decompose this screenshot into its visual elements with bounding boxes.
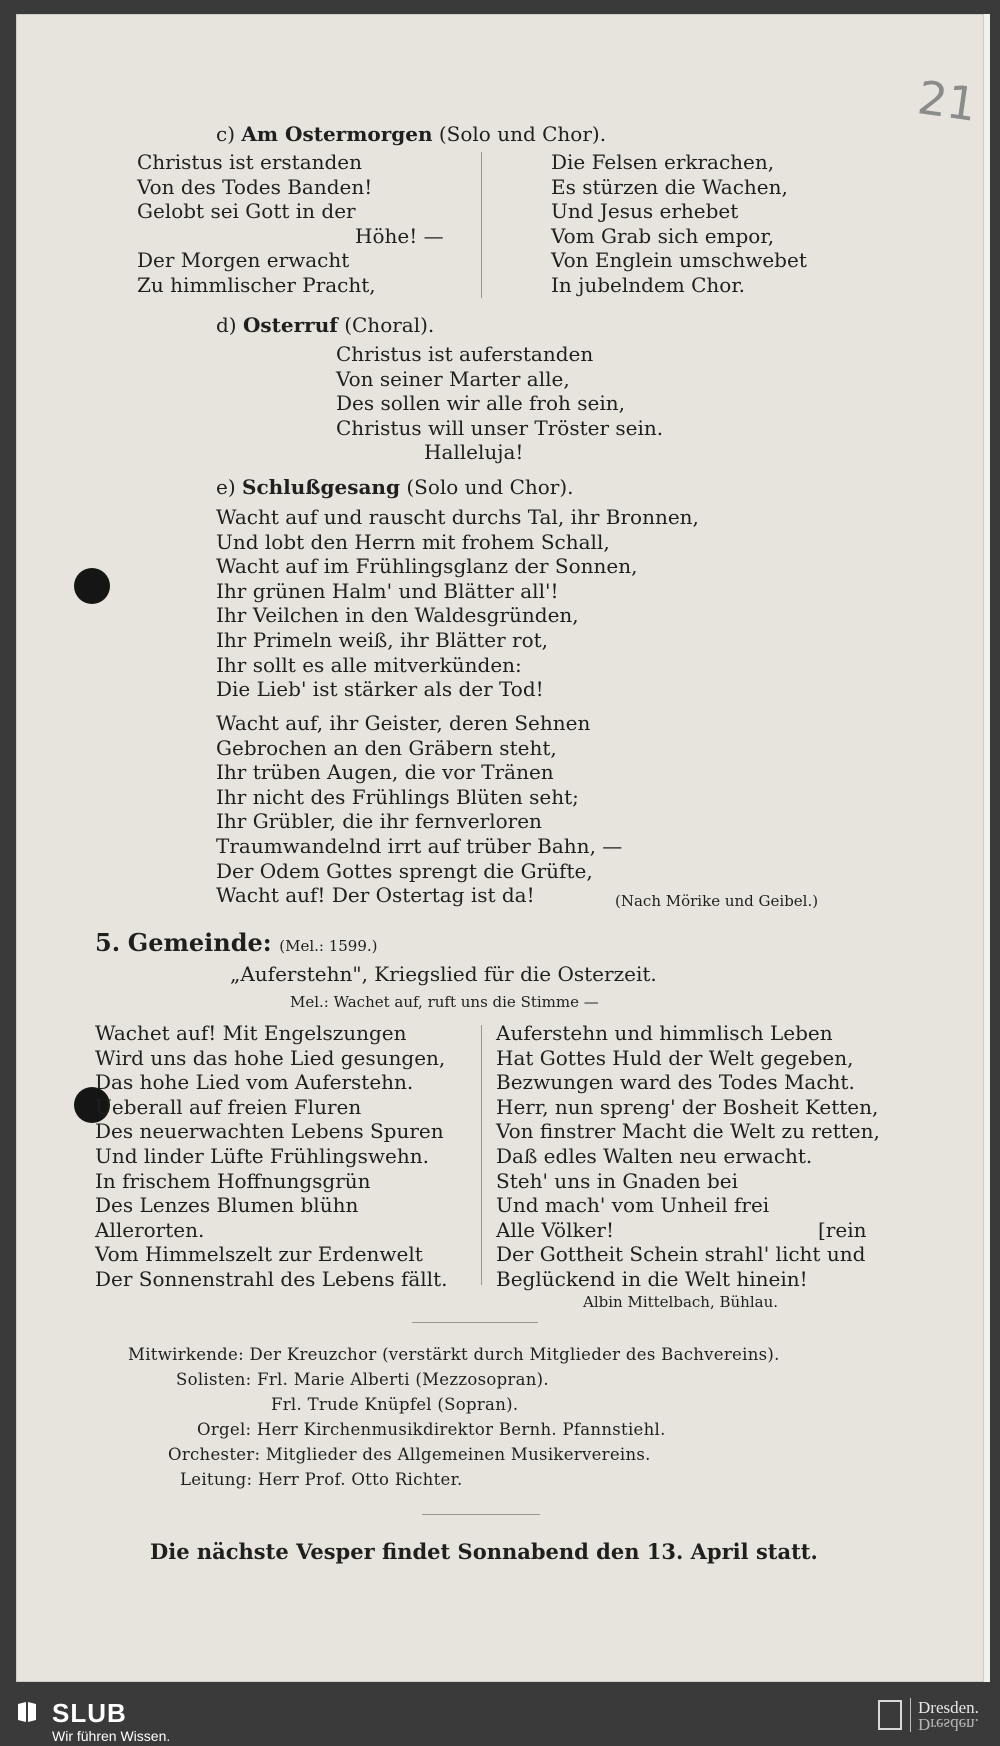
verse-line: Des Lenzes Blumen blühn bbox=[95, 1193, 359, 1218]
slub-book-icon bbox=[16, 1700, 38, 1724]
verse-line: Halleluja! bbox=[424, 440, 524, 465]
verse-line: Ihr sollt es alle mitverkünden: bbox=[216, 652, 522, 677]
section-d-label: d) bbox=[216, 313, 237, 337]
credit-line: Leitung: Herr Prof. Otto Richter. bbox=[180, 1470, 463, 1489]
verse-line: Von seiner Marter alle, bbox=[336, 366, 570, 391]
section-c-left-verse bbox=[137, 150, 444, 298]
verse-line: Auferstehn und himmlisch Leben bbox=[496, 1021, 833, 1045]
verse-line: Von Englein umschwebet bbox=[551, 248, 807, 273]
verse-line: Herr, nun spreng' der Bosheit Ketten, bbox=[496, 1094, 879, 1119]
verse-line: Das hohe Lied vom Auferstehn. bbox=[95, 1070, 414, 1095]
page-edge bbox=[984, 14, 990, 1682]
section-c-right-verse bbox=[551, 150, 807, 298]
section-e-stanza-2 bbox=[216, 711, 622, 908]
verse-line: Wacht auf, ihr Geister, deren Sehnen bbox=[216, 711, 591, 735]
separator-rule bbox=[422, 1514, 540, 1515]
verse-line: Vom Grab sich empor, bbox=[551, 223, 775, 248]
credit-line: Solisten: Frl. Marie Alberti (Mezzosopran). bbox=[176, 1370, 549, 1389]
closing-note: Die nächste Vesper findet Sonnabend den 13. April statt. bbox=[150, 1539, 818, 1564]
section-d-subtitle: (Choral). bbox=[344, 313, 435, 337]
verse-line: In jubelndem Chor. bbox=[551, 272, 746, 297]
song-author: Albin Mittelbach, Bühlau. bbox=[583, 1293, 778, 1311]
verse-line: Beglückend in die Welt hinein! bbox=[496, 1266, 808, 1291]
verse-line: Und Jesus erhebet bbox=[551, 199, 739, 224]
section-c-subtitle: (Solo und Chor). bbox=[438, 122, 607, 146]
section-d-title: Osterruf bbox=[242, 313, 338, 337]
credit-line: Orgel: Herr Kirchenmusikdirektor Bernh. Pfannstiehl. bbox=[197, 1420, 666, 1439]
verse-line: Von finstrer Macht die Welt zu retten, bbox=[496, 1119, 880, 1144]
dresden-crest-icon bbox=[878, 1700, 902, 1730]
section-5-heading bbox=[95, 928, 378, 961]
melody-line: Mel.: Wachet auf, ruft uns die Stimme — bbox=[290, 993, 599, 1011]
verse-line: Allerorten. bbox=[95, 1217, 205, 1242]
verse-line: Der Odem Gottes sprengt die Grüfte, bbox=[216, 858, 593, 883]
section-5-melody-ref: (Mel.: 1599.) bbox=[279, 937, 378, 955]
dresden-brand[interactable] bbox=[918, 1700, 979, 1732]
column-divider bbox=[481, 1025, 482, 1285]
verse-line: Steh' uns in Gnaden bei bbox=[496, 1168, 739, 1193]
verse-line: Traumwandelnd irrt auf trüber Bahn, — bbox=[216, 833, 623, 858]
verse-line: Alle Völker! bbox=[496, 1217, 615, 1242]
verse-line: Wird uns das hohe Lied gesungen, bbox=[95, 1045, 446, 1070]
verse-line: Ihr grünen Halm' und Blätter all'! bbox=[216, 578, 559, 603]
verse-line: Zu himmlischer Pracht, bbox=[137, 272, 376, 297]
verse-line: Von des Todes Banden! bbox=[137, 174, 373, 199]
verse-line: Ihr Grübler, die ihr fernverloren bbox=[216, 809, 542, 834]
dresden-brand-line-mirrored: Dresden. bbox=[918, 1715, 979, 1734]
verse-line: Des neuerwachten Lebens Spuren bbox=[95, 1119, 444, 1144]
credit-line: Frl. Trude Knüpfel (Sopran). bbox=[271, 1395, 519, 1414]
section-c-heading bbox=[216, 122, 606, 147]
song-title: „Auferstehn", Kriegslied für die Osterzeit. bbox=[230, 962, 657, 986]
slub-tagline: Wir führen Wissen. bbox=[52, 1728, 171, 1744]
verse-line: Ihr nicht des Frühlings Blüten seht; bbox=[216, 784, 579, 809]
verse-line: Die Lieb' ist stärker als der Tod! bbox=[216, 677, 544, 702]
column-divider bbox=[481, 152, 482, 298]
verse-line: In frischem Hoffnungsgrün bbox=[95, 1168, 371, 1193]
credit-line: Orchester: Mitglieder des Allgemeinen Musikervereins. bbox=[168, 1445, 651, 1464]
verse-line: Wachet auf! Mit Engelszungen bbox=[95, 1021, 407, 1045]
verse-line: Christus ist erstanden bbox=[137, 150, 363, 174]
verse-line: Hat Gottes Huld der Welt gegeben, bbox=[496, 1045, 854, 1070]
section-e-attribution: (Nach Mörike und Geibel.) bbox=[615, 892, 819, 910]
verse-line: Und linder Lüfte Frühlingswehn. bbox=[95, 1143, 429, 1168]
section-e-label: e) bbox=[216, 475, 236, 499]
verse-line: Der Morgen erwacht bbox=[137, 248, 350, 273]
section-d-verse bbox=[336, 342, 663, 465]
verse-line: Höhe! — bbox=[355, 223, 444, 248]
credit-line: Mitwirkende: Der Kreuzchor (verstärkt durch Mitglieder des Bachvereins). bbox=[128, 1345, 780, 1364]
verse-line: Es stürzen die Wachen, bbox=[551, 174, 788, 199]
section-5-right-verse bbox=[496, 1021, 880, 1292]
section-d-heading bbox=[216, 313, 434, 338]
section-5-number: 5. bbox=[95, 928, 121, 957]
verse-line: Gebrochen an den Gräbern steht, bbox=[216, 735, 557, 760]
pencil-page-number: 21 bbox=[914, 70, 981, 132]
verse-line: Und lobt den Herrn mit frohem Schall, bbox=[216, 529, 610, 554]
section-e-subtitle: (Solo und Chor). bbox=[406, 475, 574, 499]
verse-line: Ihr Primeln weiß, ihr Blätter rot, bbox=[216, 627, 549, 652]
footer-divider bbox=[910, 1698, 911, 1732]
verse-line: Bezwungen ward des Todes Macht. bbox=[496, 1070, 855, 1095]
verse-line: Ueberall auf freien Fluren bbox=[95, 1094, 362, 1119]
section-5-left-verse bbox=[95, 1021, 447, 1292]
verse-line: Daß edles Walten neu erwacht. bbox=[496, 1143, 813, 1168]
punch-hole bbox=[74, 568, 110, 604]
verse-line: Der Sonnenstrahl des Lebens fällt. bbox=[95, 1266, 448, 1291]
verse-line: Des sollen wir alle froh sein, bbox=[336, 391, 625, 416]
slub-brand[interactable]: SLUB bbox=[52, 1698, 127, 1728]
section-e-title: Schlußgesang bbox=[242, 475, 400, 499]
separator-rule bbox=[412, 1322, 538, 1323]
dresden-brand-line: Dresden. bbox=[918, 1698, 979, 1717]
section-c-title: Am Ostermorgen bbox=[241, 122, 433, 146]
section-c-label: c) bbox=[216, 122, 236, 146]
verse-line: Gelobt sei Gott in der bbox=[137, 199, 356, 224]
verse-line: Wacht auf im Frühlingsglanz der Sonnen, bbox=[216, 554, 638, 579]
verse-line: Ihr trüben Augen, die vor Tränen bbox=[216, 760, 554, 785]
verse-line: Die Felsen erkrachen, bbox=[551, 150, 775, 174]
verse-line: Christus ist auferstanden bbox=[336, 342, 594, 366]
verse-line: Der Gottheit Schein strahl' licht und bbox=[496, 1242, 866, 1267]
verse-line: Christus will unser Tröster sein. bbox=[336, 415, 664, 440]
verse-line: Vom Himmelszelt zur Erdenwelt bbox=[95, 1242, 423, 1267]
verse-line: Und mach' vom Unheil frei bbox=[496, 1193, 770, 1218]
verse-line: Wacht auf und rauscht durchs Tal, ihr Bronnen, bbox=[216, 505, 699, 529]
verse-line: Ihr Veilchen in den Waldesgründen, bbox=[216, 603, 579, 628]
section-5-title: Gemeinde: bbox=[127, 928, 272, 957]
verse-line: Wacht auf! Der Ostertag ist da! bbox=[216, 883, 535, 908]
section-e-heading bbox=[216, 475, 574, 500]
verse-overflow-word: [rein bbox=[818, 1218, 867, 1242]
section-e-stanza-1 bbox=[216, 505, 699, 702]
